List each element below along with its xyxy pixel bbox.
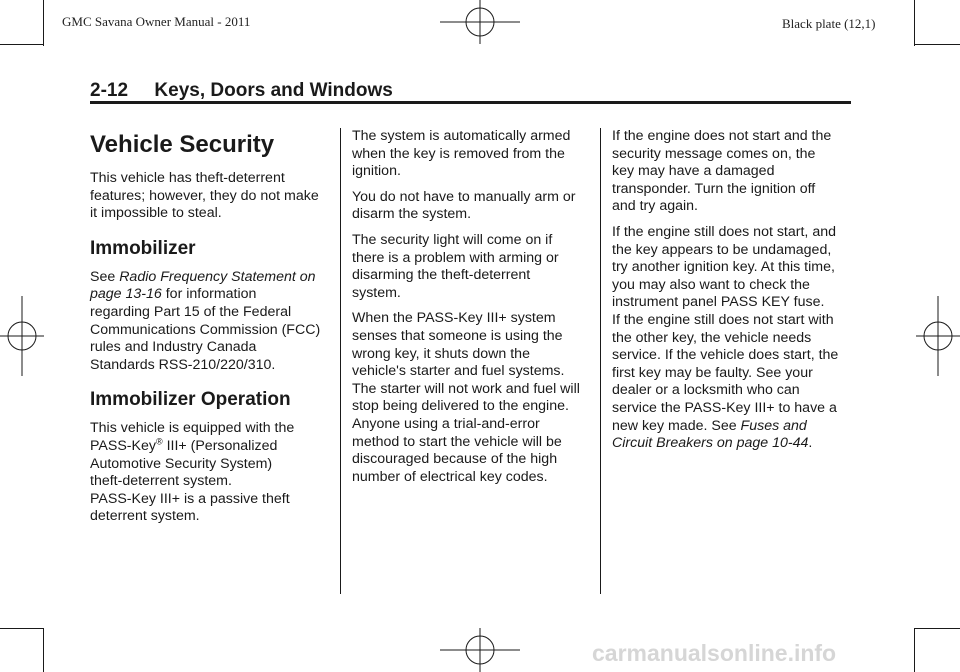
text-line: deterrent system. xyxy=(90,508,200,525)
text: PASS-Key xyxy=(90,437,156,454)
reference-link[interactable]: Circuit Breakers on page 10-44 xyxy=(612,435,809,452)
text: See xyxy=(90,268,120,285)
crop-mark xyxy=(0,628,44,629)
paragraph xyxy=(612,224,860,453)
column-1 xyxy=(90,128,334,534)
crop-mark xyxy=(914,628,960,629)
crop-mark xyxy=(914,0,915,46)
text-line: system. xyxy=(352,284,401,301)
text-line: instrument panel PASS KEY fuse. xyxy=(612,294,825,311)
text-line: transponder. Turn the ignition off xyxy=(612,180,816,197)
text: for information xyxy=(161,286,257,303)
text-line: stop being delivered to the engine. xyxy=(352,398,569,415)
text-line: disarming the theft-deterrent xyxy=(352,267,531,284)
section-title: 2-12 Keys, Doors and Windows xyxy=(90,80,393,101)
text-line: regarding Part 15 of the Federal xyxy=(90,303,292,320)
text-line: wrong key, it shuts down the xyxy=(352,345,530,362)
text-line: try another ignition key. At this time, xyxy=(612,259,835,276)
text-line: You do not have to manually arm or xyxy=(352,188,576,205)
text-line: first key may be faulty. See your xyxy=(612,364,813,381)
text-line: theft-deterrent system. xyxy=(90,473,232,490)
text-line: ignition. xyxy=(352,163,401,180)
paragraph xyxy=(352,128,596,181)
text: III+ (Personalized xyxy=(162,437,278,454)
registration-mark-top xyxy=(440,0,520,46)
text-line: Communications Commission (FCC) xyxy=(90,321,321,338)
plate-label: Black plate (12,1) xyxy=(782,16,876,31)
paragraph xyxy=(90,269,334,375)
text-line: If the engine still does not start, and xyxy=(612,223,836,240)
reference-link[interactable]: Radio Frequency Statement on xyxy=(119,268,316,285)
text-line: This vehicle is equipped with the xyxy=(90,420,295,437)
text-line: When the PASS-Key III+ system xyxy=(352,310,556,327)
text-line: The system is automatically armed xyxy=(352,128,571,144)
text-line: discouraged because of the high xyxy=(352,451,558,468)
text-line: Automotive Security System) xyxy=(90,455,273,472)
registered-mark: ® xyxy=(155,436,163,447)
crop-mark xyxy=(914,44,960,45)
paragraph xyxy=(352,189,596,224)
heading-immobilizer-operation: Immobilizer Operation xyxy=(90,389,291,411)
heading-immobilizer: Immobilizer xyxy=(90,237,196,259)
manual-title: GMC Savana Owner Manual - 2011 xyxy=(62,14,251,29)
column-3 xyxy=(612,128,860,461)
paragraph xyxy=(352,310,596,486)
text-line: you may also want to check the xyxy=(612,276,810,293)
column-2 xyxy=(352,128,596,494)
registration-mark-left xyxy=(0,296,44,376)
text-line: Standards RSS-210/220/310. xyxy=(90,356,276,373)
text-line: security message comes on, the xyxy=(612,145,816,162)
text: new key made. See xyxy=(612,417,741,434)
registration-mark-right xyxy=(916,296,960,376)
crop-mark xyxy=(914,628,915,672)
section-rule xyxy=(90,101,851,104)
paragraph xyxy=(90,420,334,526)
text-line: service the PASS-Key III+ to have a xyxy=(612,399,837,416)
crop-mark xyxy=(43,628,44,672)
text-line: there is a problem with arming or xyxy=(352,249,559,266)
crop-mark xyxy=(43,0,44,46)
text: . xyxy=(808,435,813,452)
text-line: disarm the system. xyxy=(352,206,472,223)
paragraph xyxy=(90,170,334,223)
text-line: vehicle's starter and fuel systems. xyxy=(352,363,565,380)
text-line: This vehicle has theft-deterrent xyxy=(90,170,285,186)
text-line: method to start the vehicle will be xyxy=(352,433,562,450)
text-line: The security light will come on if xyxy=(352,231,553,248)
text-line: rules and Industry Canada xyxy=(90,339,257,356)
text-line: dealer or a locksmith who can xyxy=(612,382,800,399)
text-line: If the engine still does not start with xyxy=(612,311,834,328)
text-line: senses that someone is using the xyxy=(352,327,563,344)
text-line: PASS-Key III+ is a passive theft xyxy=(90,490,290,507)
paragraph xyxy=(352,232,596,302)
watermark: carmanualsonline.info xyxy=(592,640,837,666)
text-line: the other key, the vehicle needs xyxy=(612,329,812,346)
text-line: it impossible to steal. xyxy=(90,205,222,222)
reference-link[interactable]: page 13-16 xyxy=(90,286,162,303)
text-line: key may have a damaged xyxy=(612,163,775,180)
text-line: and try again. xyxy=(612,198,698,215)
text-line: service. If the vehicle does start, the xyxy=(612,347,839,364)
registration-mark-bottom xyxy=(440,628,520,672)
heading-vehicle-security: Vehicle Security xyxy=(90,131,275,158)
crop-mark xyxy=(0,44,44,45)
text-line: Anyone using a trial-and-error xyxy=(352,415,540,432)
column-divider xyxy=(600,128,601,594)
reference-link[interactable]: Fuses and xyxy=(740,417,807,434)
text-line: number of electrical key codes. xyxy=(352,468,548,485)
text-line: features; however, they do not make xyxy=(90,187,319,204)
text-line: when the key is removed from the xyxy=(352,145,565,162)
text-line: If the engine does not start and the xyxy=(612,128,832,144)
text-line: the key appears to be undamaged, xyxy=(612,241,832,258)
column-divider xyxy=(340,128,341,594)
text-line: The starter will not work and fuel will xyxy=(352,380,580,397)
paragraph xyxy=(612,128,860,216)
